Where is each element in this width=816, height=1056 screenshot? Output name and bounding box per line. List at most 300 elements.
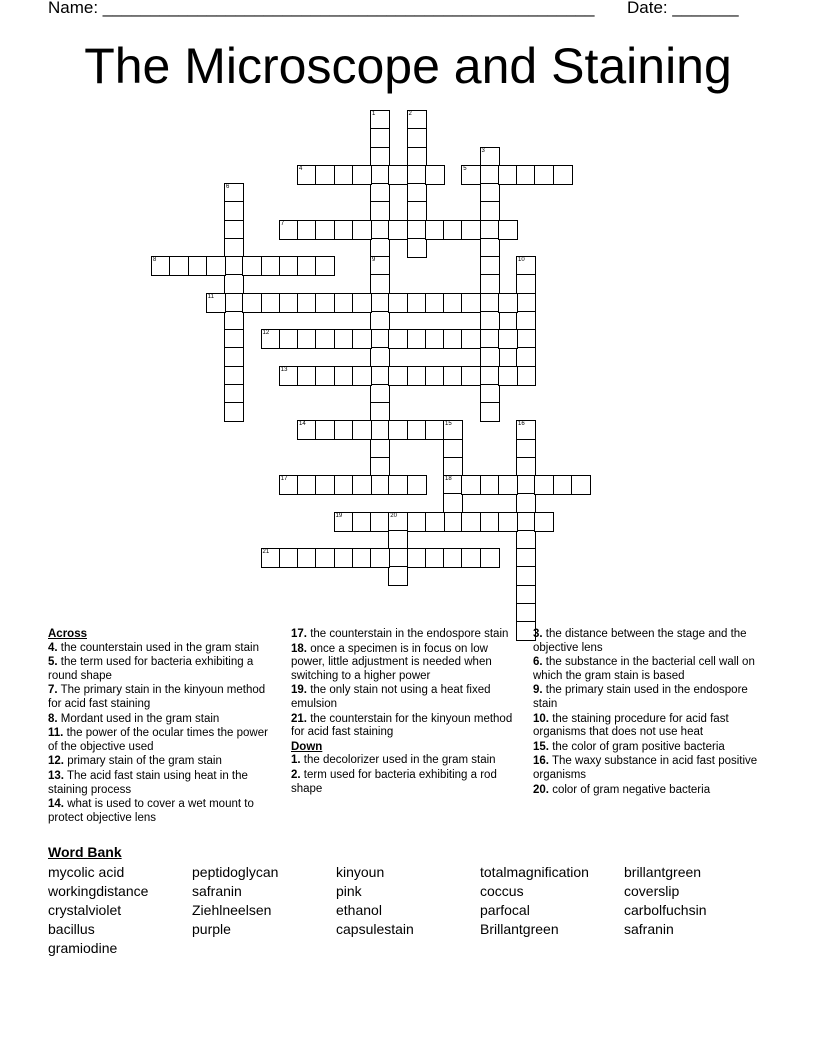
grid-cell[interactable] <box>407 110 427 130</box>
grid-cell[interactable] <box>516 457 536 477</box>
grid-cell[interactable] <box>516 274 536 294</box>
word-bank-item: safranin <box>624 921 674 937</box>
grid-cell[interactable] <box>480 329 500 349</box>
clue-text: The waxy substance in acid fast positive organisms <box>533 755 758 781</box>
grid-cell[interactable] <box>407 512 427 532</box>
grid-cell[interactable] <box>407 147 427 167</box>
word-bank-item: Ziehlneelsen <box>192 902 272 918</box>
grid-cell[interactable] <box>480 512 500 532</box>
clue-text: the decolorizer used in the gram stain <box>303 754 496 767</box>
grid-cell[interactable] <box>443 475 463 495</box>
grid-cell[interactable] <box>370 220 390 240</box>
grid-cell[interactable] <box>334 548 354 568</box>
grid-cell[interactable] <box>352 165 372 185</box>
grid-cell[interactable] <box>516 329 536 349</box>
grid-cell[interactable] <box>297 329 317 349</box>
clue-number: 18. <box>291 642 307 655</box>
clue-number: 20 <box>390 512 397 519</box>
grid-cell[interactable] <box>480 238 500 258</box>
clue-column-3 <box>533 628 765 798</box>
grid-cell[interactable] <box>224 402 244 422</box>
grid-cell[interactable] <box>388 420 408 440</box>
grid-cell[interactable] <box>352 420 372 440</box>
grid-cell[interactable] <box>388 548 408 568</box>
grid-cell[interactable] <box>224 347 244 367</box>
grid-cell[interactable] <box>553 165 573 185</box>
grid-cell[interactable] <box>443 512 463 532</box>
clue-text: the only stain not using a heat fixed emulsion <box>291 684 491 710</box>
grid-cell[interactable] <box>261 329 281 349</box>
grid-cell[interactable] <box>279 475 299 495</box>
grid-cell[interactable] <box>334 475 354 495</box>
clue-number: 7 <box>280 220 285 227</box>
word-bank-item: carbolfuchsin <box>624 902 707 918</box>
grid-cell[interactable] <box>461 512 481 532</box>
clue-number: 11. <box>48 727 64 740</box>
grid-cell[interactable] <box>388 220 408 240</box>
grid-cell[interactable] <box>534 512 554 532</box>
grid-cell[interactable] <box>224 311 244 331</box>
grid-cell[interactable] <box>334 165 354 185</box>
grid-cell[interactable] <box>188 256 208 276</box>
grid-cell[interactable] <box>425 293 445 313</box>
clue-number: 9. <box>533 684 543 697</box>
clue-column-1 <box>48 628 280 826</box>
name-field-label: Name: ____________________________________________________ <box>48 0 595 17</box>
word-bank-item: crystalviolet <box>48 902 122 918</box>
grid-cell[interactable] <box>388 366 408 386</box>
grid-cell[interactable] <box>388 329 408 349</box>
clue-number: 10. <box>533 712 549 725</box>
clue-text: the term used for bacteria exhibiting a round shape <box>48 656 254 682</box>
grid-cell[interactable] <box>425 512 445 532</box>
grid-cell[interactable] <box>516 347 536 367</box>
grid-cell[interactable] <box>370 183 390 203</box>
grid-cell[interactable] <box>480 220 500 240</box>
grid-cell[interactable] <box>425 329 445 349</box>
clue-number: 3 <box>481 147 485 154</box>
clue-number: 10 <box>518 257 525 263</box>
grid-cell[interactable] <box>425 165 445 185</box>
grid-cell[interactable] <box>206 256 226 276</box>
grid-cell[interactable] <box>443 439 463 459</box>
grid-cell[interactable] <box>480 548 500 568</box>
grid-cell[interactable] <box>279 366 299 386</box>
grid-cell[interactable] <box>534 165 554 185</box>
grid-cell[interactable] <box>388 512 408 532</box>
grid-cell[interactable] <box>370 347 390 367</box>
grid-cell[interactable] <box>224 329 244 349</box>
clue <box>48 656 280 683</box>
clue-number: 4. <box>48 641 58 654</box>
clue-number: 3. <box>533 628 543 640</box>
clue-number: 15. <box>533 740 549 753</box>
grid-cell[interactable] <box>315 548 335 568</box>
grid-cell[interactable] <box>516 566 536 586</box>
grid-cell[interactable] <box>334 512 354 532</box>
grid-cell[interactable] <box>553 475 573 495</box>
grid-cell[interactable] <box>498 512 518 532</box>
grid-cell[interactable] <box>224 366 244 386</box>
clue <box>291 628 523 642</box>
grid-cell[interactable] <box>370 457 390 477</box>
clue-number: 14. <box>48 798 64 811</box>
clue-number: 19. <box>291 684 307 697</box>
clue-text: the staining procedure for acid fast organisms that does not use heat <box>533 712 729 739</box>
grid-cell[interactable] <box>388 475 408 495</box>
grid-cell[interactable] <box>516 439 536 459</box>
clue-number: 1. <box>291 754 301 767</box>
grid-cell[interactable] <box>370 165 390 185</box>
grid-cell[interactable] <box>480 274 500 294</box>
grid-cell[interactable] <box>461 329 481 349</box>
grid-cell[interactable] <box>297 366 317 386</box>
grid-cell[interactable] <box>461 220 481 240</box>
grid-cell[interactable] <box>407 366 427 386</box>
clue-text: The acid fast stain using heat in the staining process <box>48 769 248 796</box>
word-bank-item: coccus <box>480 883 524 899</box>
grid-cell[interactable] <box>388 165 408 185</box>
clue <box>533 755 765 782</box>
grid-cell[interactable] <box>370 256 390 276</box>
word-bank-item: workingdistance <box>48 883 149 899</box>
grid-cell[interactable] <box>534 475 554 495</box>
clue-text: term used for bacteria exhibiting a rod shape <box>291 768 497 795</box>
grid-cell[interactable] <box>461 293 481 313</box>
grid-cell[interactable] <box>516 311 536 331</box>
clue <box>533 684 765 711</box>
clue-number: 5. <box>48 656 58 669</box>
clue-number: 11 <box>207 293 214 300</box>
word-bank-title: Word Bank <box>48 844 122 860</box>
grid-cell[interactable] <box>261 548 281 568</box>
grid-cell[interactable] <box>352 293 372 313</box>
grid-cell[interactable] <box>279 329 299 349</box>
grid-cell[interactable] <box>480 201 500 221</box>
date-field-label: Date: _______ <box>627 0 739 17</box>
clue <box>48 642 280 656</box>
grid-cell[interactable] <box>480 183 500 203</box>
grid-cell[interactable] <box>352 548 372 568</box>
clue-number: 14 <box>299 421 306 428</box>
clue <box>48 770 280 797</box>
grid-cell[interactable] <box>297 420 317 440</box>
grid-cell[interactable] <box>498 329 518 349</box>
grid-cell[interactable] <box>498 475 518 495</box>
grid-cell[interactable] <box>425 420 445 440</box>
clue-number: 12. <box>48 755 64 768</box>
word-bank-item: ethanol <box>336 902 382 918</box>
grid-cell[interactable] <box>480 384 500 404</box>
grid-cell[interactable] <box>334 220 354 240</box>
clue <box>533 741 765 755</box>
grid-cell[interactable] <box>480 366 500 386</box>
clue-number: 13 <box>280 366 288 373</box>
grid-cell[interactable] <box>480 402 500 422</box>
clue-number: 21 <box>262 549 270 555</box>
clue-number: 17. <box>291 628 307 640</box>
grid-cell[interactable] <box>516 493 536 513</box>
clue-text: the distance between the stage and the objective lens <box>533 628 747 654</box>
grid-cell[interactable] <box>297 475 317 495</box>
grid-cell[interactable] <box>443 366 463 386</box>
grid-cell[interactable] <box>425 220 445 240</box>
clue <box>48 755 280 769</box>
grid-cell[interactable] <box>315 420 335 440</box>
grid-cell[interactable] <box>315 475 335 495</box>
grid-cell[interactable] <box>334 293 354 313</box>
grid-cell[interactable] <box>516 512 536 532</box>
clue-number: 6 <box>226 184 230 190</box>
grid-cell[interactable] <box>370 238 390 258</box>
grid-cell[interactable] <box>370 274 390 294</box>
grid-cell[interactable] <box>224 201 244 221</box>
grid-cell[interactable] <box>443 220 463 240</box>
word-bank-item: totalmagnification <box>480 864 589 880</box>
grid-cell[interactable] <box>443 548 463 568</box>
grid-cell[interactable] <box>516 548 536 568</box>
grid-cell[interactable] <box>480 256 500 276</box>
clue-number: 21. <box>291 712 307 725</box>
grid-cell[interactable] <box>370 439 390 459</box>
grid-cell[interactable] <box>516 366 536 386</box>
clue-column-2 <box>291 628 523 797</box>
grid-cell[interactable] <box>480 311 500 331</box>
grid-cell[interactable] <box>297 293 317 313</box>
grid-cell[interactable] <box>261 293 281 313</box>
grid-cell[interactable] <box>370 311 390 331</box>
grid-cell[interactable] <box>279 548 299 568</box>
grid-cell[interactable] <box>334 420 354 440</box>
grid-cell[interactable] <box>498 220 518 240</box>
grid-cell[interactable] <box>370 402 390 422</box>
clue <box>48 684 280 711</box>
grid-cell[interactable] <box>315 293 335 313</box>
clue-text: the counterstain for the kinyoun method for acid fast staining <box>291 712 513 739</box>
grid-cell[interactable] <box>388 566 408 586</box>
grid-cell[interactable] <box>407 420 427 440</box>
grid-cell[interactable] <box>461 366 481 386</box>
grid-cell[interactable] <box>206 293 226 313</box>
grid-cell[interactable] <box>498 366 518 386</box>
grid-cell[interactable] <box>224 256 244 276</box>
grid-cell[interactable] <box>279 256 299 276</box>
word-bank-item: capsulestain <box>336 921 414 937</box>
word-bank-item: coverslip <box>624 883 680 899</box>
grid-cell[interactable] <box>224 238 244 258</box>
clue-text: what is used to cover a wet mount to protect objective lens <box>48 798 254 824</box>
grid-cell[interactable] <box>516 585 536 605</box>
word-bank-item: pink <box>336 883 362 899</box>
grid-cell[interactable] <box>352 512 372 532</box>
grid-cell[interactable] <box>370 384 390 404</box>
grid-cell[interactable] <box>480 165 500 185</box>
grid-cell[interactable] <box>480 347 500 367</box>
clue <box>533 656 765 683</box>
grid-cell[interactable] <box>516 603 536 623</box>
grid-cell[interactable] <box>334 329 354 349</box>
clue <box>533 713 765 740</box>
grid-cell[interactable] <box>297 220 317 240</box>
clue <box>291 713 523 740</box>
clue-number: 16. <box>533 755 549 768</box>
clue-section-heading: Across <box>48 628 87 640</box>
grid-cell[interactable] <box>407 329 427 349</box>
clue-number: 15 <box>445 421 452 428</box>
clue-text: once a specimen is in focus on low power, little adjustment is needed when switching to a higher power <box>291 642 492 682</box>
grid-cell[interactable] <box>370 293 390 313</box>
grid-cell[interactable] <box>352 475 372 495</box>
clue-text: the substance in the bacterial cell wall on which the gram stain is based <box>533 656 755 682</box>
grid-cell[interactable] <box>425 548 445 568</box>
grid-cell[interactable] <box>297 256 317 276</box>
grid-cell[interactable] <box>516 420 536 440</box>
grid-cell[interactable] <box>498 293 518 313</box>
grid-cell[interactable] <box>242 256 262 276</box>
grid-cell[interactable] <box>443 493 463 513</box>
word-bank-item: brillantgreen <box>624 864 702 880</box>
grid-cell[interactable] <box>443 329 463 349</box>
grid-cell[interactable] <box>498 165 518 185</box>
grid-cell[interactable] <box>407 238 427 258</box>
grid-cell[interactable] <box>407 183 427 203</box>
grid-cell[interactable] <box>461 165 481 185</box>
grid-cell[interactable] <box>407 128 427 148</box>
grid-cell[interactable] <box>443 457 463 477</box>
grid-cell[interactable] <box>480 475 500 495</box>
grid-cell[interactable] <box>370 420 390 440</box>
word-bank-item: bacillus <box>48 921 95 937</box>
grid-cell[interactable] <box>334 366 354 386</box>
grid-cell[interactable] <box>370 548 390 568</box>
grid-cell[interactable] <box>224 293 244 313</box>
grid-cell[interactable] <box>388 530 408 550</box>
clue-number: 2. <box>291 768 301 781</box>
grid-cell[interactable] <box>169 256 189 276</box>
grid-cell[interactable] <box>315 329 335 349</box>
grid-cell[interactable] <box>315 366 335 386</box>
grid-cell[interactable] <box>370 128 390 148</box>
clue-text: Mordant used in the gram stain <box>60 712 220 725</box>
word-bank-item: mycolic acid <box>48 864 125 880</box>
clue <box>48 727 280 754</box>
grid-cell[interactable] <box>370 512 390 532</box>
grid-cell[interactable] <box>407 220 427 240</box>
word-bank-item: kinyoun <box>336 864 385 880</box>
grid-cell[interactable] <box>388 293 408 313</box>
grid-cell[interactable] <box>480 293 500 313</box>
grid-cell[interactable] <box>370 475 390 495</box>
grid-cell[interactable] <box>297 548 317 568</box>
clue <box>48 798 280 825</box>
grid-cell[interactable] <box>224 183 244 203</box>
clue-number: 13. <box>48 769 64 782</box>
clue <box>48 713 280 727</box>
clue-number: 19 <box>335 512 343 519</box>
clue-number: 9 <box>372 257 376 263</box>
clue-text: primary stain of the gram stain <box>67 755 222 768</box>
grid-cell[interactable] <box>516 293 536 313</box>
grid-cell[interactable] <box>297 165 317 185</box>
clue <box>291 769 523 796</box>
grid-cell[interactable] <box>571 475 591 495</box>
grid-cell[interactable] <box>516 530 536 550</box>
grid-cell[interactable] <box>480 147 500 167</box>
grid-cell[interactable] <box>461 475 481 495</box>
clue <box>291 684 523 711</box>
word-bank-item: peptidoglycan <box>192 864 279 880</box>
clue <box>533 628 765 655</box>
grid-cell[interactable] <box>261 256 281 276</box>
grid-cell[interactable] <box>242 293 262 313</box>
clue-number: 8. <box>48 712 58 725</box>
grid-cell[interactable] <box>407 293 427 313</box>
grid-cell[interactable] <box>407 201 427 221</box>
grid-cell[interactable] <box>352 220 372 240</box>
grid-cell[interactable] <box>315 165 335 185</box>
grid-cell[interactable] <box>425 366 445 386</box>
clue-number: 8 <box>153 257 157 263</box>
clue-text: the counterstain in the endospore stain <box>310 628 509 640</box>
page-title: The Microscope and Staining <box>84 38 732 94</box>
grid-cell[interactable] <box>352 329 372 349</box>
grid-cell[interactable] <box>407 475 427 495</box>
clue <box>533 784 765 798</box>
grid-cell[interactable] <box>516 475 536 495</box>
grid-cell[interactable] <box>516 256 536 276</box>
grid-cell[interactable] <box>352 366 372 386</box>
word-bank-item: gramiodine <box>48 940 118 956</box>
word-bank-item: safranin <box>192 883 242 899</box>
grid-cell[interactable] <box>279 293 299 313</box>
grid-cell[interactable] <box>315 256 335 276</box>
clue-number: 16 <box>518 421 525 428</box>
clue-text: The primary stain in the kinyoun method for acid fast staining <box>48 684 266 710</box>
clue-number: 18 <box>445 476 452 482</box>
clue-text: the counterstain used in the gram stain <box>60 641 259 654</box>
clue-number: 17 <box>280 476 288 482</box>
grid-cell[interactable] <box>224 384 244 404</box>
clue-number: 4 <box>299 165 303 172</box>
grid-cell[interactable] <box>370 329 390 349</box>
grid-cell[interactable] <box>370 110 390 130</box>
grid-cell[interactable] <box>443 420 463 440</box>
clue-text: the power of the ocular times the power of the objective used <box>48 727 268 753</box>
clue-section-heading: Down <box>291 740 323 753</box>
word-bank-item: Brillantgreen <box>480 921 559 937</box>
grid-cell[interactable] <box>279 220 299 240</box>
word-bank-item: purple <box>192 921 231 937</box>
word-bank-item: parfocal <box>480 902 530 918</box>
clue <box>291 643 523 684</box>
clue-text: the primary stain used in the endospore stain <box>533 684 748 710</box>
grid-cell[interactable] <box>315 220 335 240</box>
grid-cell[interactable] <box>461 548 481 568</box>
grid-cell[interactable] <box>370 201 390 221</box>
clue-text: the color of gram positive bacteria <box>552 740 725 753</box>
grid-cell[interactable] <box>407 165 427 185</box>
clue-number: 5 <box>463 165 467 172</box>
grid-cell[interactable] <box>443 293 463 313</box>
grid-cell[interactable] <box>407 548 427 568</box>
grid-cell[interactable] <box>224 220 244 240</box>
grid-cell[interactable] <box>370 147 390 167</box>
grid-cell[interactable] <box>224 274 244 294</box>
grid-cell[interactable] <box>151 256 171 276</box>
grid-cell[interactable] <box>370 366 390 386</box>
grid-cell[interactable] <box>516 165 536 185</box>
clue <box>291 754 523 768</box>
